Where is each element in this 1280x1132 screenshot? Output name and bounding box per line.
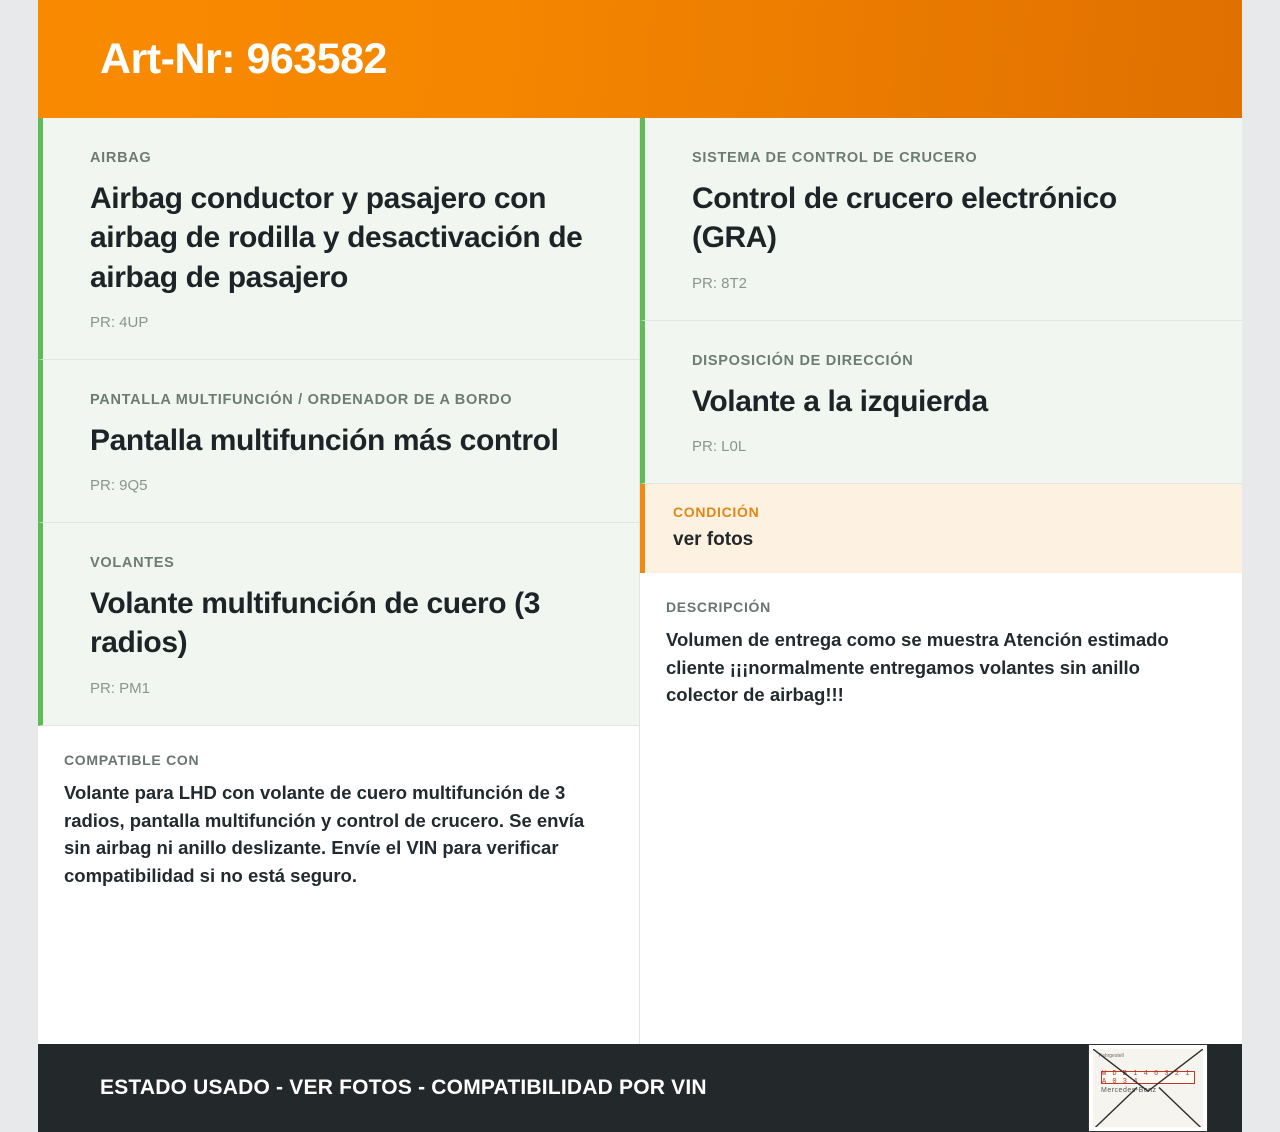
feature-title: Volante a la izquierda xyxy=(692,384,988,418)
content-body xyxy=(38,118,1242,1044)
right-column xyxy=(640,118,1242,1044)
vin-plate-code: W D B 1 4 6 3 2 1 A 0 3 4 xyxy=(1101,1071,1195,1084)
feature-title: Airbag conductor y pasajero con airbag de rodilla y desactivación de airbag de pasajero xyxy=(90,182,583,294)
feature-pr-code: PR: PM1 xyxy=(90,679,151,697)
vin-plate-inner xyxy=(1093,1049,1203,1127)
feature-card-cruise-control xyxy=(640,118,1242,321)
feature-card-steering-wheels xyxy=(38,523,639,726)
compatibility-text: Volante para LHD con volante de cuero multifunción de 3 radios, pantalla multifunción y control de crucero. Se envía sin airbag ni anillo deslizante. Envíe el VIN para verificar compatibilidad si no está seguro. xyxy=(64,781,585,887)
feature-label: DISPOSICIÓN DE DIRECCIÓN xyxy=(692,352,914,369)
compatibility-section xyxy=(38,726,639,1044)
feature-title: Control de crucero electrónico (GRA) xyxy=(692,182,1117,255)
feature-card-display xyxy=(38,360,639,523)
feature-pr-code: PR: 9Q5 xyxy=(90,477,148,495)
feature-label: VOLANTES xyxy=(90,555,175,572)
description-section xyxy=(640,573,1242,1044)
feature-card-steering-side xyxy=(640,321,1242,484)
feature-title: Volante multifunción de cuero (3 radios) xyxy=(90,587,541,660)
feature-pr-code: PR: 8T2 xyxy=(692,274,748,292)
description-label: DESCRIPCIÓN xyxy=(666,598,771,615)
article-number-title: Art-Nr: 963582 xyxy=(100,34,387,83)
vin-plate-top-text: Fahrgestell xyxy=(1099,1053,1124,1059)
vin-plate-icon xyxy=(1088,1044,1208,1132)
feature-card-airbag xyxy=(38,118,639,360)
condition-section xyxy=(640,484,1242,573)
left-column xyxy=(38,118,640,1044)
header-bar xyxy=(38,0,1242,118)
feature-label: AIRBAG xyxy=(90,150,152,166)
vin-plate-brand: Mercedes-Benz xyxy=(1101,1087,1157,1094)
footer-notice: ESTADO USADO - VER FOTOS - COMPATIBILIDAD POR VIN xyxy=(100,1076,707,1099)
feature-pr-code: PR: 4UP xyxy=(90,313,149,331)
feature-pr-code: PR: L0L xyxy=(692,437,747,455)
condition-text: ver fotos xyxy=(673,528,754,550)
feature-title: Pantalla multifunción más control xyxy=(90,423,559,457)
envelope-lines-icon xyxy=(1093,1049,1203,1127)
feature-label: PANTALLA MULTIFUNCIÓN / ORDENADOR DE A BORDO xyxy=(90,391,513,408)
feature-label: SISTEMA DE CONTROL DE CRUCERO xyxy=(692,150,978,166)
compatibility-label: COMPATIBLE CON xyxy=(64,751,200,768)
listing-sheet xyxy=(38,0,1242,1132)
footer-bar xyxy=(38,1044,1242,1132)
condition-label: CONDICIÓN xyxy=(673,503,760,520)
description-text: Volumen de entrega como se muestra Atención estimado cliente ¡¡¡normalmente entregamos volantes sin anillo colector de airbag!!! xyxy=(666,628,1169,706)
